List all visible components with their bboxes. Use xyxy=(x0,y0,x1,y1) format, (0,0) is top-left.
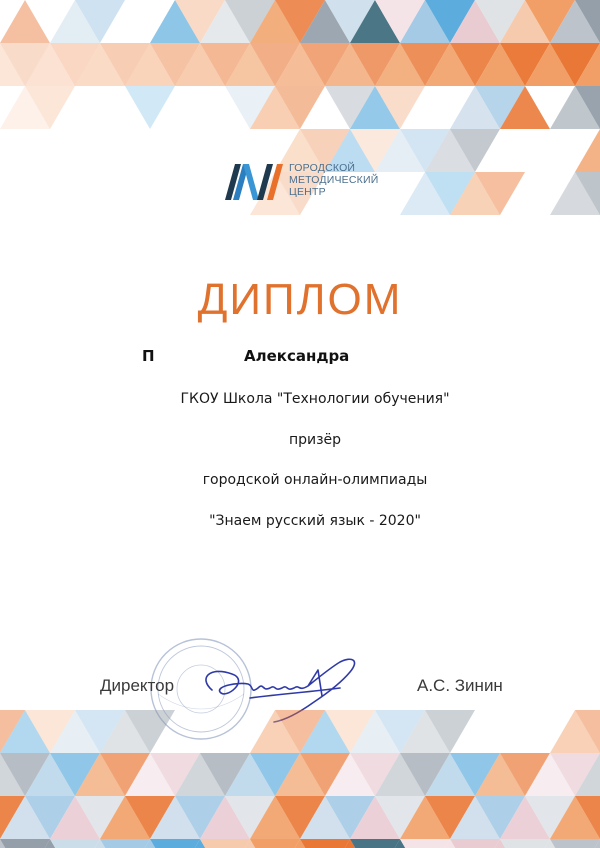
pattern-triangle xyxy=(450,839,500,848)
pattern-triangle xyxy=(250,839,300,848)
logo-line-2: МЕТОДИЧЕСКИЙ xyxy=(289,174,379,186)
pattern-triangle xyxy=(0,0,50,43)
recipient-first-name: Александра xyxy=(244,347,350,365)
event-name: городской онлайн-олимпиады xyxy=(202,472,428,488)
recipient-surname: П xyxy=(142,347,155,365)
pattern-triangle xyxy=(400,839,450,848)
pattern-triangle xyxy=(500,839,550,848)
pattern-triangle xyxy=(350,839,400,848)
pattern-triangle xyxy=(125,86,175,129)
pattern-triangle xyxy=(550,839,600,848)
pattern-triangle xyxy=(100,839,150,848)
logo-line-3: ЦЕНТР xyxy=(289,186,326,198)
award-status: призёр xyxy=(288,432,342,448)
school-name: ГКОУ Школа "Технологии обучения" xyxy=(180,391,450,407)
director-name: А.С. Зинин xyxy=(417,676,503,695)
pattern-triangle xyxy=(200,839,250,848)
logo-mark-icon xyxy=(223,160,285,202)
pattern-triangle xyxy=(50,839,100,848)
director-label: Директор xyxy=(100,676,175,695)
diploma-title: ДИПЛОМ xyxy=(197,275,403,324)
logo-line-1: ГОРОДСКОЙ xyxy=(289,162,356,174)
logo xyxy=(223,158,393,204)
pattern-triangle xyxy=(0,839,50,848)
pattern-triangle xyxy=(575,129,600,172)
bottom-triangle-pattern xyxy=(0,710,600,848)
pattern-triangle xyxy=(300,839,350,848)
contest-name: "Знаем русский язык - 2020" xyxy=(209,513,421,529)
pattern-triangle xyxy=(150,839,200,848)
